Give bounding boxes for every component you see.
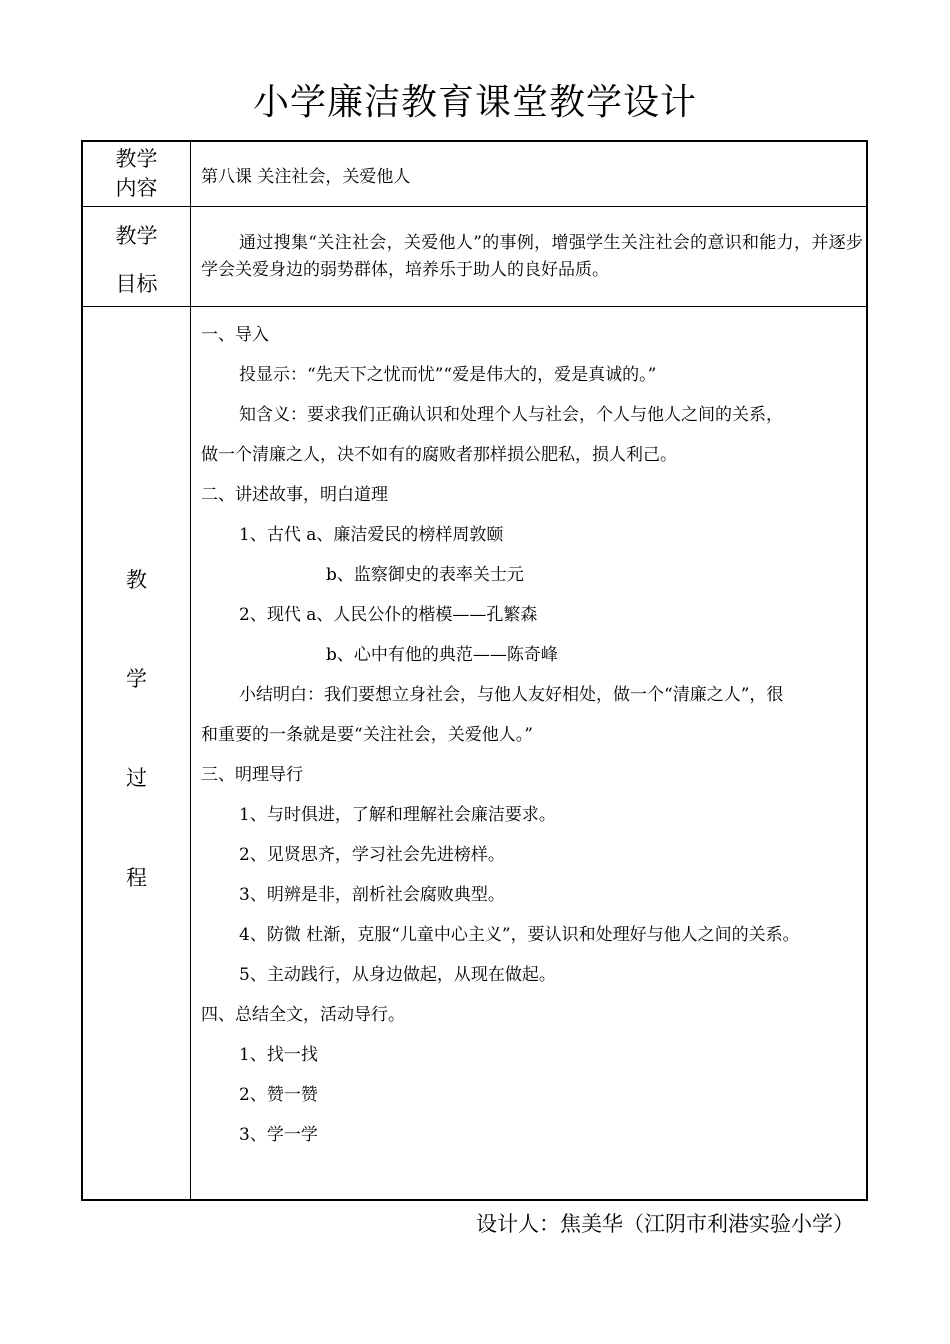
process-line: 投显示：“先天下之忧而忧”“爱是伟大的，爱是真诚的。” (239, 365, 657, 385)
goal-label-line2: 目标 (115, 272, 158, 296)
process-line: 4、防微 杜渐，克服“儿童中心主义”，要认识和处理好与他人之间的关系。 (239, 925, 800, 945)
column-divider (190, 142, 191, 1199)
process-label-char-2: 学 (126, 667, 147, 691)
goal-value: 通过搜集“关注社会，关爱他人”的事例，增强学生关注社会的意识和能力，并逐步学会关爱身边的弱势群体，培养乐于助人的良好品质。 (201, 233, 863, 280)
process-line: 1、找一找 (239, 1045, 318, 1065)
process-line: 2、见贤思齐，学习社会先进榜样。 (239, 845, 505, 865)
process-line: b、心中有他的典范——陈奇峰 (326, 645, 558, 665)
process-label-char-1: 教 (126, 568, 147, 592)
goal-label-line1: 教学 (115, 224, 158, 248)
lesson-plan-table (81, 140, 868, 1201)
process-line: 和重要的一条就是要“关注社会，关爱他人。” (201, 725, 533, 745)
content-label (83, 145, 190, 203)
content-label-line2: 内容 (115, 176, 158, 200)
row-divider-1 (83, 206, 866, 207)
content-value: 第八课 关注社会，关爱他人 (201, 167, 411, 187)
section-heading: 四、总结全文，活动导行。 (201, 1005, 405, 1025)
process-line: 1、古代 a、廉洁爱民的榜样周敦颐 (239, 525, 504, 545)
designer-credit: 设计人：焦美华（江阴市利港实验小学） (476, 1212, 854, 1236)
section-heading: 二、讲述故事，明白道理 (201, 485, 388, 505)
section-heading: 三、明理导行 (201, 765, 303, 785)
process-line: 1、与时俱进，了解和理解社会廉洁要求。 (239, 805, 556, 825)
process-line: 2、现代 a、人民公仆的楷模——孔繁森 (239, 605, 538, 625)
process-label-char-3: 过 (126, 766, 147, 790)
process-line: 2、赞一赞 (239, 1085, 318, 1105)
process-line: 做一个清廉之人，决不如有的腐败者那样损公肥私，损人利己。 (201, 445, 677, 465)
page-title: 小学廉洁教育课堂教学设计 (252, 82, 697, 123)
process-line: 3、明辨是非，剖析社会腐败典型。 (239, 885, 505, 905)
goal-label (83, 212, 190, 308)
process-line: b、监察御史的表率关士元 (326, 565, 524, 585)
row-divider-2 (83, 306, 866, 307)
process-label-char-4: 程 (126, 866, 147, 890)
process-line: 小结明白：我们要想立身社会，与他人友好相处，做一个“清廉之人”，很 (239, 685, 784, 705)
content-label-line1: 教学 (115, 147, 158, 171)
process-line: 5、主动践行，从身边做起，从现在做起。 (239, 965, 556, 985)
process-line: 3、学一学 (239, 1125, 318, 1145)
section-heading: 一、导入 (201, 325, 269, 345)
process-line: 知含义：要求我们正确认识和处理个人与社会，个人与他人之间的关系， (239, 405, 783, 425)
